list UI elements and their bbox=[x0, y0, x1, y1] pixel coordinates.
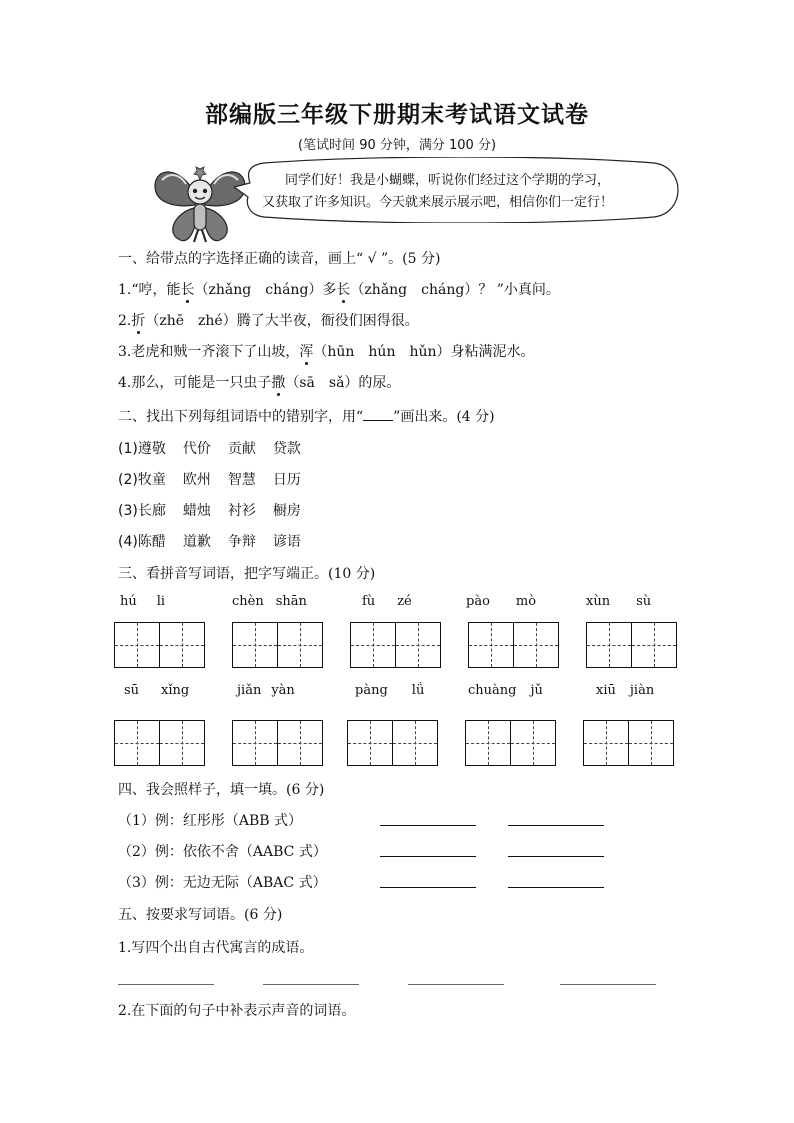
dotted-char: 撒 bbox=[271, 372, 285, 392]
q5-heading: 五、按要求写词语。(6 分) bbox=[118, 907, 283, 923]
dotted-char: 浑 bbox=[299, 341, 313, 361]
q5-item-1: 1.写四个出自古代寓言的成语。 bbox=[118, 940, 314, 956]
q2-row-2: (2)牧童 欧州 智慧 日历 bbox=[118, 472, 301, 488]
pinyin-label: chuàng jǔ bbox=[468, 683, 543, 698]
pinyin-label: pàng lǘ bbox=[355, 683, 425, 698]
writing-grid[interactable] bbox=[583, 720, 674, 766]
pinyin-label: fù zé bbox=[362, 594, 412, 609]
writing-grid[interactable] bbox=[347, 720, 438, 766]
answer-blank[interactable] bbox=[508, 825, 604, 826]
q1-item-3: 3.老虎和贼一齐滚下了山坡，浑（hūn hún hǔn）身粘满泥水。 bbox=[118, 341, 535, 361]
q2-row-3: (3)长廊 蜡烛 衬衫 橱房 bbox=[118, 503, 301, 519]
q4-item-3: （3）例：无边无际（ABAC 式） bbox=[118, 875, 327, 891]
q2-heading: 二、找出下列每组词语中的错别字，用“ ”画出来。(4 分) bbox=[118, 409, 495, 425]
pinyin-label: xiū jiàn bbox=[596, 683, 655, 698]
writing-grid[interactable] bbox=[114, 622, 205, 668]
writing-grid[interactable] bbox=[465, 720, 556, 766]
pinyin-label: hú li bbox=[120, 594, 166, 609]
q1-heading: 一、给带点的字选择正确的读音，画上“ √ ”。(5 分) bbox=[118, 251, 441, 267]
answer-blank[interactable] bbox=[560, 984, 656, 985]
q2-row-1: (1)遵敬 代价 贡献 贷款 bbox=[118, 441, 301, 457]
q4-heading: 四、我会照样子，填一填。(6 分) bbox=[118, 782, 325, 798]
writing-grid[interactable] bbox=[114, 720, 205, 766]
q4-item-2: （2）例：依依不舍（AABC 式） bbox=[118, 844, 327, 860]
pinyin-label: pào mò bbox=[466, 594, 537, 609]
dotted-char: 长 bbox=[336, 279, 350, 299]
pinyin-label: chèn shān bbox=[232, 594, 307, 609]
writing-grid[interactable] bbox=[350, 622, 441, 668]
writing-grid[interactable] bbox=[232, 720, 323, 766]
answer-blank[interactable] bbox=[118, 984, 214, 985]
writing-grid[interactable] bbox=[586, 622, 677, 668]
answer-blank[interactable] bbox=[508, 887, 604, 888]
q1-item-1: 1.“哼，能长（zhǎng cháng）多长（zhǎng cháng）？ ”小真问。 bbox=[118, 279, 560, 299]
answer-blank[interactable] bbox=[380, 856, 476, 857]
writing-grid[interactable] bbox=[468, 622, 559, 668]
dotted-char: 长 bbox=[181, 279, 195, 299]
q1-item-4: 4.那么，可能是一只虫子撒（sā sǎ）的尿。 bbox=[118, 372, 400, 392]
bubble-line-2: 又获取了许多知识。今天就来展示展示吧，相信你们一定行！ bbox=[262, 195, 614, 210]
q2-row-4: (4)陈醋 道歉 争辩 谚语 bbox=[118, 534, 301, 550]
answer-blank[interactable] bbox=[263, 984, 359, 985]
q1-item-2: 2.折（zhē zhé）腾了大半夜，衙役们困得很。 bbox=[118, 310, 419, 330]
q5-item-2: 2.在下面的句子中补表示声音的词语。 bbox=[118, 1003, 356, 1019]
pinyin-label: xùn sù bbox=[586, 594, 652, 609]
page-title: 部编版三年级下册期末考试语文试卷 bbox=[205, 102, 589, 128]
answer-blank[interactable] bbox=[380, 887, 476, 888]
underline-sample bbox=[363, 408, 393, 421]
q4-item-1: （1）例：红彤彤（ABB 式） bbox=[118, 813, 303, 829]
q3-heading: 三、看拼音写词语，把字写端正。(10 分) bbox=[118, 566, 376, 582]
pinyin-label: sū xǐng bbox=[124, 683, 190, 698]
dotted-char: 折 bbox=[131, 310, 145, 330]
answer-blank[interactable] bbox=[508, 856, 604, 857]
pinyin-label: jiǎn yàn bbox=[237, 683, 295, 698]
answer-blank[interactable] bbox=[380, 825, 476, 826]
page-subtitle: (笔试时间 90 分钟，满分 100 分) bbox=[297, 138, 497, 153]
bubble-line-1: 同学们好！我是小蝴蝶，听说你们经过这个学期的学习， bbox=[285, 173, 611, 188]
writing-grid[interactable] bbox=[232, 622, 323, 668]
answer-blank[interactable] bbox=[408, 984, 504, 985]
